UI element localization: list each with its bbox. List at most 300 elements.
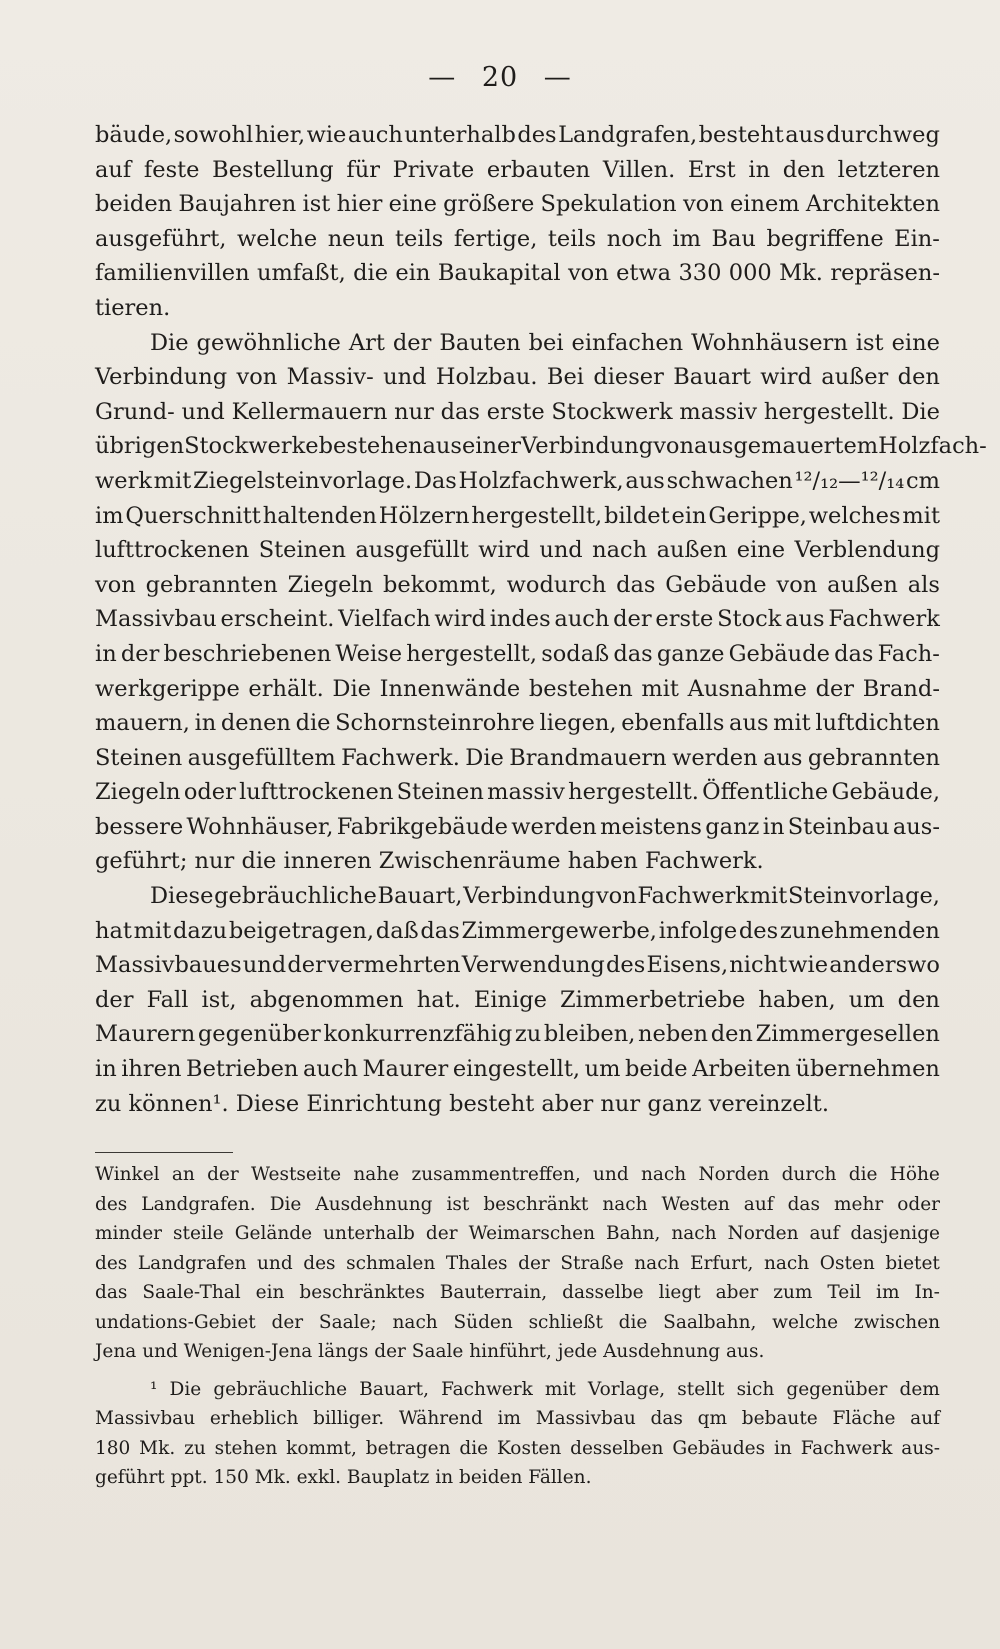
word: lufttrockenen (95, 537, 250, 564)
word: Massivbau (95, 1408, 196, 1429)
word: Höhe (889, 1164, 940, 1185)
footnote-separator (95, 1152, 233, 1153)
word: Landgrafen (137, 1252, 247, 1274)
word: Baujahren (178, 191, 297, 218)
word: der (207, 1164, 239, 1185)
word: die (618, 1311, 648, 1333)
body-line (95, 1017, 940, 1052)
word: Ziegeln (95, 779, 181, 806)
word: der (120, 640, 160, 667)
footnote-line (95, 1434, 940, 1464)
word: nahe (353, 1164, 400, 1185)
word: fertige, (453, 225, 538, 252)
word: Stockwerke (184, 433, 319, 460)
word: Stockwerk (551, 398, 673, 425)
body-line (95, 326, 940, 361)
word: aus (422, 433, 462, 460)
word: auch (554, 606, 610, 633)
word: stellt (677, 1378, 725, 1400)
word: im (95, 502, 124, 529)
footnote-line (95, 1160, 940, 1190)
word: Fall (146, 986, 189, 1013)
word: den (782, 156, 825, 183)
word: Weise (335, 640, 403, 667)
word: hat. (416, 986, 461, 1013)
word: ein (395, 260, 431, 287)
word: in (774, 1437, 792, 1459)
word: um (584, 1056, 621, 1083)
word: gegenüber (197, 1021, 321, 1048)
word: Öffentliche (702, 779, 829, 806)
word: Querschnitt (125, 502, 261, 529)
word: aus- (901, 1437, 940, 1459)
word: nur (394, 398, 434, 425)
word: Ausnahme (687, 675, 807, 702)
word: in (194, 710, 217, 737)
word: sodaß (541, 640, 610, 667)
word: erste (655, 606, 714, 633)
word: ausgefüllt (355, 537, 469, 564)
word: der (518, 1252, 550, 1274)
word: nach (602, 1193, 648, 1215)
body-line (95, 914, 940, 949)
word: Massiv- (286, 364, 374, 391)
word: Steinen (258, 537, 346, 564)
word: übernehmen (795, 1056, 940, 1083)
word: schwachen (666, 467, 793, 494)
word: Fachwerk (441, 1378, 533, 1400)
word: Fläche (832, 1408, 896, 1429)
word: eine (736, 537, 786, 564)
body-line: geführt; nur die inneren Zwischenräume haben Fachwerk. (95, 848, 764, 875)
word: Landgrafen, (558, 122, 698, 148)
word: ihren (121, 1056, 182, 1083)
word: Landgrafen. (141, 1193, 256, 1215)
word: Stock (717, 606, 782, 633)
body-line (95, 464, 940, 499)
word: Ziegelsteinvorlage. (192, 467, 413, 494)
word: mit (902, 502, 940, 529)
word: Bauterrain, (439, 1282, 548, 1303)
word: Maurern (95, 1021, 196, 1048)
word: aus (785, 606, 825, 633)
word: Hölzern (378, 502, 470, 529)
word: unterhalb (323, 1223, 415, 1244)
word: Winkel (95, 1164, 160, 1185)
body-line: zu können¹. Diese Einrichtung besteht aber nur ganz vereinzelt. (95, 1090, 829, 1117)
body-line (95, 879, 940, 914)
word: Teil (827, 1282, 862, 1303)
word: wodurch (506, 571, 607, 598)
word: bildet (604, 502, 670, 529)
word: beschränktes (299, 1282, 425, 1303)
page-number: 20 (481, 62, 519, 93)
word: indes (489, 606, 551, 633)
word: etwa (616, 260, 672, 287)
word: wie (788, 952, 829, 979)
word: das (440, 398, 480, 425)
word: betragen (365, 1437, 451, 1459)
word: umfaßt, (256, 260, 346, 287)
word: einer (461, 433, 522, 460)
word: infolge (658, 917, 738, 944)
word: die (295, 710, 331, 737)
word: Massivbaues (95, 952, 242, 979)
word: Betrieben (186, 1056, 299, 1083)
word: ¹²/₁₂—¹²/₁₄ (794, 467, 905, 494)
word: eine (388, 191, 437, 218)
word: hat (95, 917, 132, 944)
word: wird (478, 537, 530, 564)
word: Bei (546, 364, 584, 391)
body-line (95, 775, 940, 810)
word: Zimmergesellen (755, 1021, 940, 1048)
footnote-line (95, 1375, 940, 1405)
word: oder (897, 1193, 940, 1215)
word: Steinvorlage, (787, 883, 940, 910)
word: Norden (698, 1164, 770, 1185)
word: Verwendung (461, 952, 605, 979)
word: denen (220, 710, 291, 737)
word: im (672, 225, 701, 252)
word: um (848, 986, 885, 1013)
word: hergestellt. (568, 779, 699, 806)
word: Straße (560, 1252, 624, 1274)
word: Ausdehnung (315, 1193, 433, 1215)
word: Fachwerk (800, 1437, 893, 1459)
word: Gebäude, (831, 779, 940, 806)
word: Private (392, 156, 475, 183)
word: ganz (705, 813, 760, 840)
word: 000 (728, 260, 772, 287)
body-line (95, 672, 940, 707)
word: in (95, 1056, 117, 1083)
word: von (653, 433, 694, 460)
body-line (95, 360, 940, 395)
word: erhält. (248, 675, 324, 702)
indent-line-content (150, 879, 940, 914)
word: Osten (819, 1252, 875, 1274)
body-line (95, 222, 940, 257)
word: den (897, 364, 940, 391)
word: von (595, 883, 637, 910)
word: ¹ (150, 1378, 158, 1400)
word: Saalbahn, (663, 1311, 757, 1333)
indent-line-content (150, 326, 940, 361)
body-line (95, 948, 940, 983)
word: schließt (528, 1311, 603, 1333)
word: Brandmauern (509, 744, 667, 771)
word: außen (656, 537, 728, 564)
word: Bauart, (359, 1378, 429, 1400)
word: schmalen (346, 1252, 436, 1274)
footnote-line (95, 1249, 940, 1279)
word: nach (671, 1223, 717, 1244)
word: zunehmenden (779, 917, 940, 944)
word: auch (347, 122, 403, 148)
page-header (0, 62, 1000, 93)
word: die (848, 1164, 878, 1185)
word: Kellermauern (231, 398, 388, 425)
word: Weimarschen (468, 1223, 595, 1244)
word: der (613, 606, 652, 633)
word: wird (434, 606, 486, 633)
word: bebaute (741, 1408, 818, 1429)
word: ganze (656, 640, 725, 667)
word: im (497, 1408, 521, 1429)
word: ausgeführt, (95, 225, 227, 252)
word: nach (640, 1164, 687, 1185)
word: Zimmergewerbe, (461, 917, 657, 944)
word: aus (785, 122, 825, 148)
word: luftdichten (815, 710, 940, 737)
body-text (95, 118, 987, 1121)
word: Wohnhäusern (691, 329, 848, 356)
word: und (242, 952, 287, 979)
word: Vorlage, (587, 1378, 666, 1400)
word: auf (809, 1223, 840, 1244)
word: begriffene (766, 225, 884, 252)
body-line (95, 429, 987, 464)
word: undations-Gebiet (95, 1311, 256, 1333)
word: in (748, 156, 771, 183)
word: und (256, 1252, 293, 1274)
word: dieser (593, 364, 664, 391)
word: gebrannten (145, 571, 278, 598)
word: erbauten (486, 156, 591, 183)
footnote-line (95, 1278, 940, 1308)
word: Einige (473, 986, 547, 1013)
footnote-line (95, 1219, 940, 1249)
word: nicht (729, 952, 788, 979)
word: gebräuchliche (214, 883, 377, 910)
word: noch (606, 225, 662, 252)
word: zu (514, 1021, 542, 1048)
word: Das (413, 467, 457, 494)
body-line (95, 187, 940, 222)
word: hier, (254, 122, 306, 148)
word: Erst (687, 156, 736, 183)
word: ist (855, 329, 884, 356)
word: auf (910, 1408, 940, 1429)
word: mauern, (95, 710, 190, 737)
word: und (592, 1164, 629, 1185)
word: steile (173, 1223, 224, 1244)
word: ebenfalls (621, 710, 725, 737)
header-dash-right: — (543, 62, 572, 93)
word: an (171, 1164, 195, 1185)
word: dazu (172, 917, 228, 944)
word: repräsen- (830, 260, 940, 287)
word: letzteren (837, 156, 940, 183)
word: Vielfach (338, 606, 431, 633)
word: Maurer (362, 1056, 449, 1083)
word: der (95, 986, 134, 1013)
word: die (459, 1437, 489, 1459)
word: in (762, 813, 785, 840)
word: eine (891, 329, 940, 356)
word: kommt, (286, 1437, 357, 1459)
word: Verbindung (521, 433, 654, 460)
word: Bau (711, 225, 756, 252)
word: welche (772, 1311, 839, 1333)
word: größere (443, 191, 535, 218)
body-line (95, 810, 940, 845)
word: im (876, 1282, 900, 1303)
word: von (682, 191, 724, 218)
word: nach (592, 537, 648, 564)
word: Schornsteinrohre (335, 710, 535, 737)
word: Westseite (251, 1164, 342, 1185)
word: Kosten (496, 1437, 562, 1459)
word: bäude, (95, 122, 173, 148)
word: Holzbau. (435, 364, 538, 391)
word: auf (743, 1193, 774, 1215)
word: hergestellt. (763, 398, 895, 425)
word: beigetragen, (228, 917, 375, 944)
word: stehen (214, 1437, 278, 1459)
word: Massivbau (95, 606, 217, 633)
word: dasselbe (562, 1282, 644, 1303)
word: Bauart, (377, 883, 463, 910)
word: Fachwerk. (341, 744, 460, 771)
word: Verbindung (463, 883, 596, 910)
word: ein (255, 1282, 285, 1303)
word: massiv (679, 398, 758, 425)
word: eingestellt, (452, 1056, 581, 1083)
word: Arbeiten (692, 1056, 791, 1083)
word: daß (375, 917, 419, 944)
word: Spekulation (540, 191, 677, 218)
word: den (710, 1021, 753, 1048)
footnote-line (95, 1404, 940, 1434)
word: einem (729, 191, 800, 218)
body-line (95, 983, 940, 1018)
word: Die (150, 329, 189, 356)
word: erheblich (209, 1408, 299, 1429)
word: Steinbau (787, 813, 890, 840)
word: Massivbau (535, 1408, 636, 1429)
word: den (897, 986, 940, 1013)
body-line (95, 499, 940, 534)
word: 330 (678, 260, 722, 287)
word: zwischen (853, 1311, 940, 1333)
word: übrigen (95, 433, 185, 460)
word: bessere (95, 813, 184, 840)
word: aus (729, 710, 769, 737)
word: Brand- (862, 675, 940, 702)
word: der (425, 1223, 458, 1244)
word: außer (821, 364, 889, 391)
word: und (383, 364, 427, 391)
word: aus- (892, 813, 940, 840)
word: von (567, 260, 609, 287)
word: beide (624, 1056, 688, 1083)
word: mit (773, 710, 811, 737)
word: meistens (600, 813, 702, 840)
word: In- (914, 1282, 940, 1303)
word: Gebäudes (672, 1437, 766, 1459)
word: qm (697, 1408, 728, 1429)
word: Westen (661, 1193, 730, 1215)
word: und (539, 537, 583, 564)
body-line (95, 533, 940, 568)
word: ein (671, 502, 707, 529)
footnote-gap (95, 1367, 940, 1375)
word: unterhalb (404, 122, 516, 148)
word: Fach- (877, 640, 940, 667)
word: beschriebenen (163, 640, 332, 667)
word: nach (763, 1252, 810, 1274)
word: in (95, 640, 117, 667)
word: Grund- (95, 398, 175, 425)
word: mit (749, 883, 788, 910)
word: mit (153, 467, 192, 494)
word: gebrannten (807, 744, 940, 771)
body-line (95, 118, 940, 153)
word: erste (486, 398, 545, 425)
body-line (95, 256, 940, 291)
word: Holzfachwerk, (458, 467, 624, 494)
word: der (271, 1311, 304, 1333)
word: Bahn, (606, 1223, 661, 1244)
word: aus (763, 744, 803, 771)
word: Die (332, 675, 371, 702)
word: bestehen (318, 433, 423, 460)
word: gegenüber (786, 1378, 888, 1400)
word: welches (808, 502, 901, 529)
word: des (303, 1252, 336, 1274)
word: konkurrenzfähig (323, 1021, 513, 1048)
body-line: tieren. (95, 294, 171, 321)
word: Die (465, 744, 504, 771)
word: der (815, 675, 855, 702)
word: Art (348, 329, 385, 356)
word: das (787, 1193, 820, 1215)
word: werkgerippe (95, 675, 240, 702)
word: Architekten (805, 191, 940, 218)
word: nach (392, 1311, 438, 1333)
word: billiger. (313, 1408, 385, 1429)
word: massiv (487, 779, 565, 806)
word: als (907, 571, 940, 598)
word: Saale-Thal (142, 1282, 241, 1303)
header-dash-left: — (428, 62, 457, 93)
word: Gerippe, (708, 502, 807, 529)
word: wie (306, 122, 347, 148)
word: mehr (833, 1193, 884, 1215)
word: Thales (445, 1252, 508, 1274)
body-line (95, 706, 940, 741)
word: das (650, 1408, 683, 1429)
body-line (95, 395, 940, 430)
word: das (95, 1282, 128, 1303)
word: Die (901, 398, 940, 425)
word: bleiben, (543, 1021, 636, 1048)
word: lufttrockenen (239, 779, 394, 806)
word: mit (133, 917, 172, 944)
word: der (392, 329, 432, 356)
word: familienvillen (95, 260, 250, 287)
word: Bestellung (212, 156, 334, 183)
word: desselben (570, 1437, 664, 1459)
word: neben (638, 1021, 709, 1048)
word: Die (269, 1193, 302, 1215)
word: aus (625, 467, 665, 494)
word: Zimmerbetriebe (560, 986, 746, 1013)
word: des (95, 1193, 128, 1215)
word: Mk. (139, 1437, 176, 1459)
